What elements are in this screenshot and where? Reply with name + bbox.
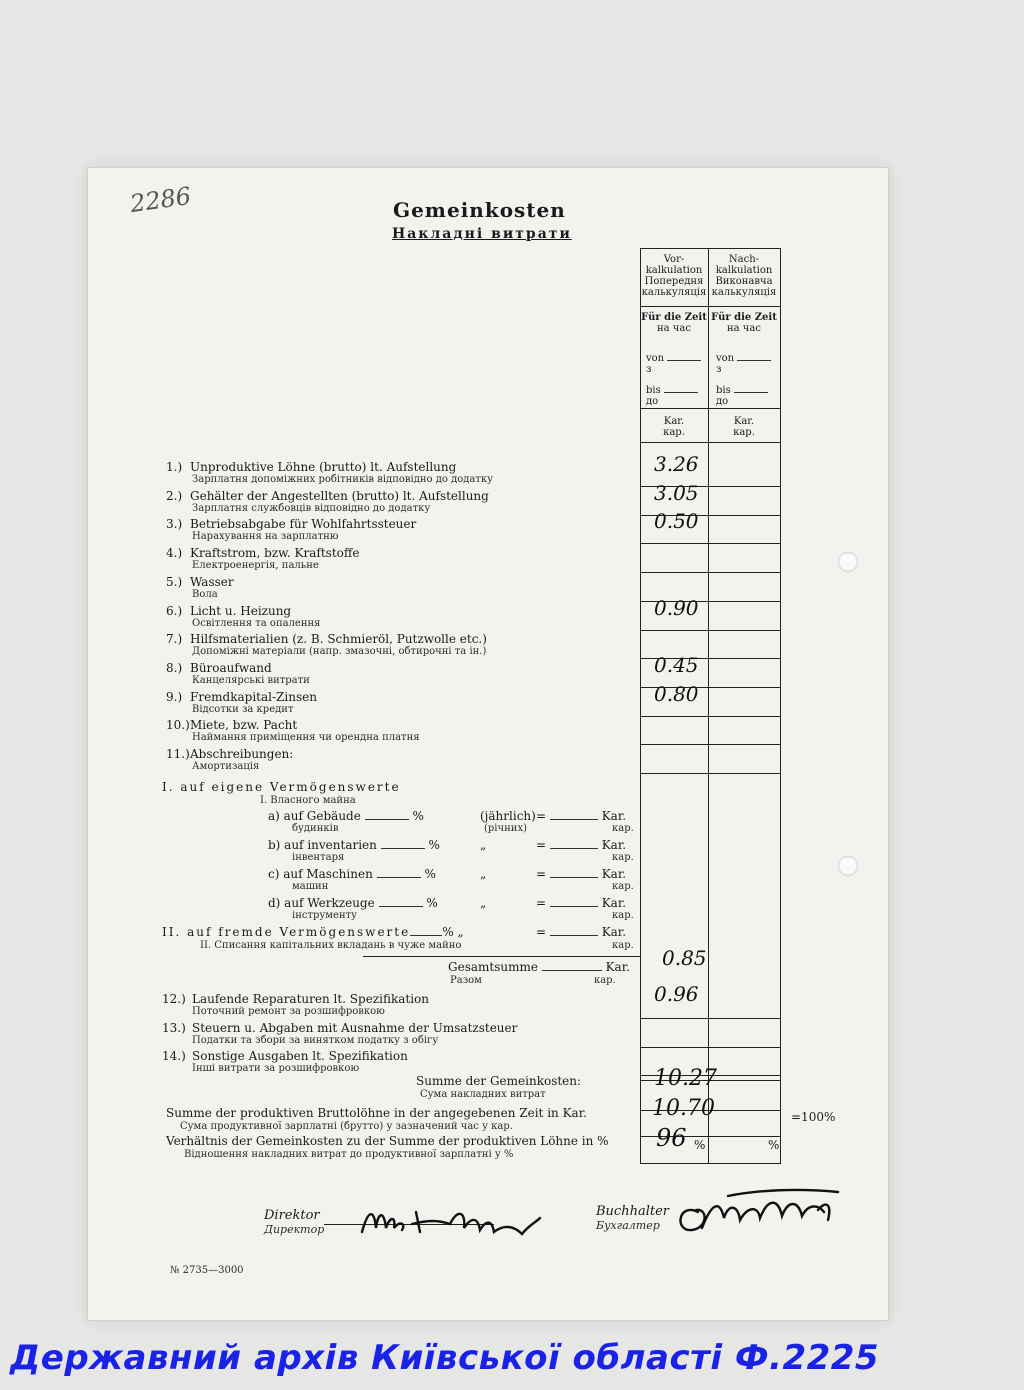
item-row bbox=[166, 489, 489, 503]
item-number: 11.) bbox=[166, 747, 190, 761]
depr-row-kar-ua: кар. bbox=[612, 881, 634, 892]
item-row bbox=[166, 460, 456, 474]
item-vor-value: 0.50 bbox=[654, 509, 699, 533]
item-row bbox=[166, 546, 360, 560]
form-number: № 2735—3000 bbox=[170, 1265, 244, 1276]
item-vor-value: 3.05 bbox=[654, 481, 699, 505]
item-label-ua: Поточний ремонт за розшифровкою bbox=[192, 1006, 385, 1017]
item-label-ua: Відсотки за кредит bbox=[192, 704, 294, 715]
vor-von-ua: з bbox=[646, 364, 652, 375]
depr-row-eq bbox=[536, 809, 626, 823]
archive-note: 2286 bbox=[128, 181, 193, 219]
punch-hole bbox=[838, 856, 858, 876]
item-row bbox=[166, 661, 272, 675]
depr-row-eq bbox=[536, 867, 626, 881]
vor-unit bbox=[640, 416, 708, 438]
vor-header-ua: Попередня калькуляція bbox=[641, 276, 707, 298]
item-label-de: Kraftstrom, bzw. Kraftstoffe bbox=[190, 546, 360, 560]
nach-von bbox=[716, 350, 771, 375]
vor-period-de: Für die Zeit bbox=[641, 312, 707, 323]
depr-row-mid: (jährlich) bbox=[480, 809, 536, 823]
accountant-block bbox=[596, 1204, 669, 1232]
depr-total-de: Gesamtsumme Kar. bbox=[448, 960, 630, 974]
accountant-ua: Бухгалтер bbox=[596, 1219, 660, 1232]
nach-von-ua: з bbox=[716, 364, 722, 375]
nach-unit-de: Kar. bbox=[733, 416, 755, 427]
item-number: 2.) bbox=[166, 489, 183, 503]
depr-row-pct: % bbox=[426, 896, 438, 910]
depr-row-ua: машин bbox=[292, 881, 329, 892]
depr-row-pct: % bbox=[412, 809, 424, 823]
item-label-de: Licht u. Heizung bbox=[190, 604, 292, 618]
depr-row-eq bbox=[536, 838, 626, 852]
item-label-ua: Освітлення та опалення bbox=[192, 618, 321, 629]
item-label-de: Fremdkapital-Zinsen bbox=[190, 690, 317, 704]
depr-row-pct: % bbox=[424, 867, 436, 881]
document-title: Gemeinkosten bbox=[393, 198, 566, 222]
item-number: 8.) bbox=[166, 661, 183, 675]
archive-footer: Державний архів Київської області Ф.2225 bbox=[10, 1338, 880, 1378]
nach-header-ua: Виконавча калькуляція bbox=[711, 276, 777, 298]
punch-hole bbox=[838, 552, 858, 572]
depr-total-ua: Разом кар. bbox=[450, 975, 616, 986]
item-label-ua: Наймання приміщення чи орендна платня bbox=[192, 732, 420, 743]
depr-total-label: Gesamtsumme bbox=[448, 960, 538, 974]
depr-total-vor: 0.85 bbox=[662, 946, 707, 970]
depr-total-ua-label: Разом bbox=[450, 975, 482, 986]
item-label-de: Wasser bbox=[190, 575, 234, 589]
nach-von-de: von bbox=[716, 353, 735, 364]
summary-brutto-pct: =100% bbox=[791, 1110, 836, 1124]
depr-row-eq-sign: = bbox=[536, 896, 547, 910]
depr-foreign-pct: % „ bbox=[442, 925, 464, 939]
depr-row-de: b) auf inventarien bbox=[268, 838, 377, 852]
nach-period-ua: на час bbox=[727, 323, 761, 334]
document-sheet bbox=[88, 168, 888, 1320]
vor-unit-de: Kar. bbox=[663, 416, 685, 427]
vor-bis-de: bis bbox=[646, 385, 661, 396]
item-label-ua: Податки та збори за винятком податку з обігу bbox=[192, 1035, 439, 1046]
nach-bis-ua: до bbox=[716, 396, 729, 407]
summary-sum-de: Summe der Gemeinkosten: bbox=[416, 1074, 582, 1088]
item-row bbox=[166, 747, 293, 761]
vor-bis-ua: до bbox=[646, 396, 659, 407]
vor-bis bbox=[646, 382, 698, 407]
nach-header-de: Nach- kalkulation bbox=[715, 254, 773, 276]
depr-row-mid: „ bbox=[480, 896, 487, 910]
item-label-ua: Зарплатня службовців відповідно до додатку bbox=[192, 503, 431, 514]
depr-foreign-kar-ua: кар. bbox=[612, 940, 634, 951]
nach-unit bbox=[708, 416, 780, 438]
item-vor-value: 0.90 bbox=[654, 596, 699, 620]
depr-row bbox=[268, 896, 438, 910]
depr-row-kar: Kar. bbox=[601, 896, 627, 910]
item-row bbox=[166, 690, 317, 704]
depr-row-pct: % bbox=[428, 838, 440, 852]
depr-foreign-ua: II. Списання капітальних вкладань в чуже майно bbox=[200, 940, 462, 951]
item-number: 10.) bbox=[166, 718, 190, 732]
depr-row-de: d) auf Werkzeuge bbox=[268, 896, 375, 910]
summary-brutto-de: Summe der produktiven Bruttolöhne in der angegebenen Zeit in Kar. bbox=[166, 1106, 587, 1120]
depr-row-kar-ua: кар. bbox=[612, 852, 634, 863]
depr-row-kar-ua: кар. bbox=[612, 910, 634, 921]
nach-bis-de: bis bbox=[716, 385, 731, 396]
item-number: 3.) bbox=[166, 517, 183, 531]
depr-row-eq-sign: = bbox=[536, 867, 547, 881]
item-label-de: Sonstige Ausgaben lt. Spezifikation bbox=[192, 1049, 408, 1063]
vor-header bbox=[640, 254, 708, 298]
summary-ratio-de: Verhältnis der Gemeinkosten zu der Summe der produktiven Löhne in % bbox=[166, 1134, 609, 1148]
item-label-de: Hilfsmaterialien (z. B. Schmieröl, Putzwolle etc.) bbox=[190, 632, 487, 646]
director-block bbox=[264, 1208, 324, 1236]
item-label-de: Miete, bzw. Pacht bbox=[190, 718, 298, 732]
depr-row-ua: будинків bbox=[292, 823, 339, 834]
depr-row-kar: Kar. bbox=[601, 809, 627, 823]
item-label-ua: Вола bbox=[192, 589, 218, 600]
item-label-ua: Канцелярські витрати bbox=[192, 675, 310, 686]
item-label-de: Abschreibungen: bbox=[190, 747, 294, 761]
depr-row-kar-ua: кар. bbox=[612, 823, 634, 834]
item-vor-value: 0.80 bbox=[654, 682, 699, 706]
item-label-ua: Нарахування на зарплатню bbox=[192, 531, 339, 542]
depr-row-mid: „ bbox=[480, 867, 487, 881]
item-label-de: Laufende Reparaturen lt. Spezifikation bbox=[192, 992, 430, 1006]
item-label-de: Steuern u. Abgaben mit Ausnahme der Umsatzsteuer bbox=[192, 1021, 518, 1035]
summary-ratio-pct-vor: % bbox=[694, 1138, 706, 1152]
nach-header bbox=[708, 254, 780, 298]
depr-row bbox=[268, 867, 436, 881]
item-vor-value: 0.45 bbox=[654, 653, 699, 677]
accountant-signature-icon bbox=[668, 1182, 848, 1242]
director-ua: Директор bbox=[264, 1223, 325, 1236]
item-number: 12.) bbox=[162, 992, 186, 1006]
summary-brutto-vor: 10.70 bbox=[652, 1096, 715, 1121]
depr-own-ua: I. Власного майна bbox=[260, 795, 356, 806]
item-row bbox=[166, 604, 291, 618]
item-row bbox=[166, 718, 297, 732]
vor-period bbox=[640, 312, 708, 334]
item-label-de: Büroaufwand bbox=[190, 661, 272, 675]
depr-row-mid-ua: (річних) bbox=[484, 823, 527, 834]
director-signature-icon bbox=[354, 1198, 544, 1244]
item-row bbox=[166, 517, 416, 531]
item-row bbox=[162, 1049, 408, 1063]
item-label-de: Betriebsabgabe für Wohlfahrtssteuer bbox=[190, 517, 417, 531]
depr-row-de: c) auf Maschinen bbox=[268, 867, 373, 881]
item-vor-value: 0.96 bbox=[654, 982, 699, 1006]
summary-ratio-pct-nach: % bbox=[768, 1138, 780, 1152]
item-vor-value: 3.26 bbox=[654, 452, 699, 476]
nach-unit-ua: кар. bbox=[733, 427, 755, 438]
item-label-ua: Зарплатня допоміжних робітників відповідно до додатку bbox=[192, 474, 494, 485]
nach-period bbox=[708, 312, 780, 334]
depr-row-eq-sign: = bbox=[536, 838, 547, 852]
item-number: 5.) bbox=[166, 575, 183, 589]
accountant-de: Buchhalter bbox=[596, 1204, 669, 1219]
item-row bbox=[162, 992, 429, 1006]
vor-unit-ua: кар. bbox=[663, 427, 685, 438]
item-number: 14.) bbox=[162, 1049, 186, 1063]
depr-foreign bbox=[162, 925, 464, 939]
summary-sum-ua: Сума накладних витрат bbox=[420, 1089, 546, 1100]
depr-foreign-de: II. auf fremde Vermögenswerte bbox=[162, 925, 411, 939]
item-row bbox=[166, 632, 487, 646]
depr-row-kar: Kar. bbox=[601, 838, 627, 852]
vor-period-ua: на час bbox=[657, 323, 691, 334]
item-number: 13.) bbox=[162, 1021, 186, 1035]
nach-bis bbox=[716, 382, 768, 407]
depr-foreign-eq: = Kar. bbox=[536, 925, 627, 939]
vor-header-de: Vor- kalkulation bbox=[645, 254, 703, 276]
item-number: 4.) bbox=[166, 546, 183, 560]
summary-brutto-ua: Сума продуктивної зарплатні (брутто) у зазначений час у кар. bbox=[180, 1121, 513, 1132]
depr-row-ua: інвентаря bbox=[292, 852, 345, 863]
item-number: 9.) bbox=[166, 690, 183, 704]
item-number: 1.) bbox=[166, 460, 183, 474]
item-label-de: Gehälter der Angestellten (brutto) lt. Aufstellung bbox=[190, 489, 489, 503]
item-label-de: Unproduktive Löhne (brutto) lt. Aufstellung bbox=[190, 460, 457, 474]
depr-row-eq bbox=[536, 896, 626, 910]
summary-sum-vor: 10.27 bbox=[654, 1066, 717, 1091]
depr-own-de: I. auf eigene Vermögenswerte bbox=[162, 780, 401, 794]
item-label-ua: Інші витрати за розшифровкою bbox=[192, 1063, 360, 1074]
summary-ratio-vor: 96 bbox=[656, 1124, 687, 1152]
vor-von-de: von bbox=[646, 353, 665, 364]
nach-period-de: Für die Zeit bbox=[711, 312, 777, 323]
depr-row bbox=[268, 838, 440, 852]
item-number: 6.) bbox=[166, 604, 183, 618]
summary-ratio-ua: Відношення накладних витрат до продуктивної зарплатні у % bbox=[184, 1149, 514, 1160]
item-number: 7.) bbox=[166, 632, 183, 646]
depr-row-mid: „ bbox=[480, 838, 487, 852]
item-label-ua: Електроенергія, пальне bbox=[192, 560, 319, 571]
item-label-ua: Допоміжні матеріали (напр. змазочні, обтирочні та ін.) bbox=[192, 646, 487, 657]
item-row bbox=[162, 1021, 517, 1035]
depr-row-kar: Kar. bbox=[601, 867, 627, 881]
item-label-ua: Амортизація bbox=[192, 761, 260, 772]
depr-row-ua: інструменту bbox=[292, 910, 358, 921]
depr-row-de: a) auf Gebäude bbox=[268, 809, 361, 823]
depr-row bbox=[268, 809, 424, 823]
director-de: Direktor bbox=[264, 1208, 320, 1223]
vor-von bbox=[646, 350, 701, 375]
item-row bbox=[166, 575, 234, 589]
depr-row-eq-sign: = bbox=[536, 809, 547, 823]
document-subtitle: Накладні витрати bbox=[392, 226, 572, 242]
